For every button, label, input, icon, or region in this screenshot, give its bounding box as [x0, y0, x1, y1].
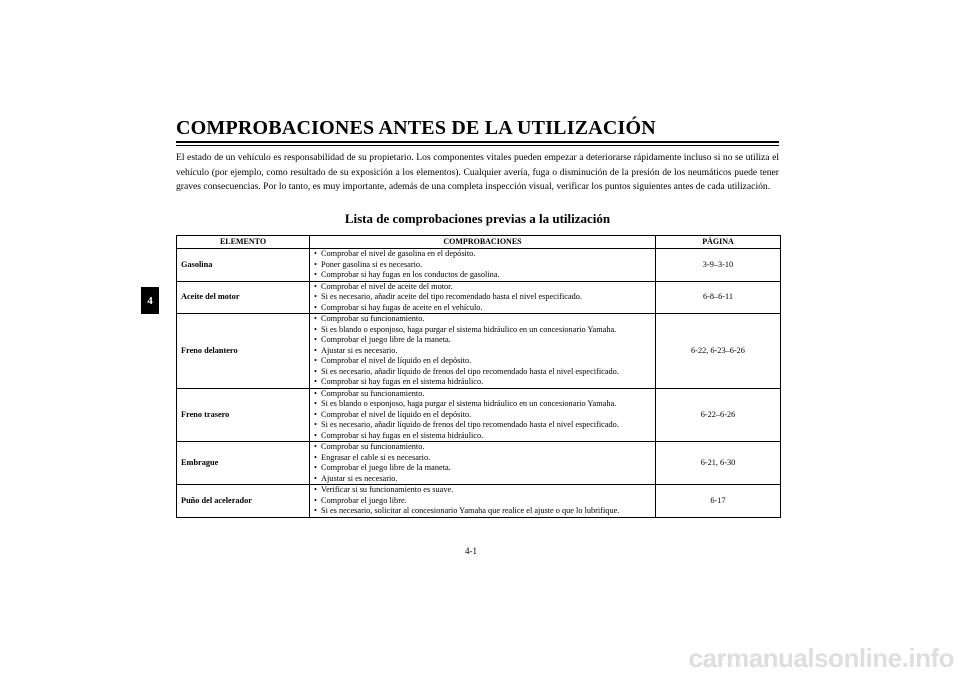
check-text: Comprobar su funcionamiento. — [321, 388, 425, 398]
check-text: Si es necesario, solicitar al concesionario Yamaha que realice el ajuste o que lo lubrifique. — [321, 506, 620, 515]
check-item — [314, 314, 651, 325]
check-text: Comprobar si hay fugas de aceite en el vehículo. — [321, 302, 483, 312]
page-title: COMPROBACIONES ANTES DE LA UTILIZACIÓN — [176, 117, 656, 139]
row-item-name: Puño del acelerador — [177, 485, 310, 518]
row-page-ref: 6-22, 6-23–6-26 — [656, 314, 781, 389]
bullet-icon: • — [314, 388, 317, 398]
table-row — [177, 249, 781, 282]
header-checks: COMPROBACIONES — [310, 236, 656, 249]
row-item-name: Freno delantero — [177, 314, 310, 389]
bullet-icon: • — [314, 270, 317, 279]
bullet-icon: • — [314, 281, 317, 291]
watermark: carmanualsonline.info — [688, 643, 954, 673]
page-number: 4-1 — [465, 546, 477, 556]
check-item — [314, 270, 651, 281]
row-checks — [310, 249, 656, 282]
check-item — [314, 260, 651, 271]
check-item — [314, 485, 651, 496]
row-checks — [310, 388, 656, 442]
check-text: Comprobar su funcionamiento. — [321, 314, 425, 323]
check-text: Si es necesario, añadir aceite del tipo recomendado hasta el nivel especificado. — [321, 292, 583, 301]
row-page-ref: 6-17 — [656, 485, 781, 518]
check-text: Poner gasolina si es necesario. — [321, 259, 423, 269]
row-page-ref: 6-22–6-26 — [656, 388, 781, 442]
check-item — [314, 453, 651, 464]
check-text: Comprobar si hay fugas en los conductos de gasolina. — [321, 270, 500, 279]
table-row — [177, 314, 781, 389]
check-item — [314, 410, 651, 421]
check-item — [314, 356, 651, 367]
row-item-name: Gasolina — [177, 249, 310, 282]
bullet-icon: • — [314, 420, 317, 429]
check-text: Comprobar su funcionamiento. — [321, 442, 425, 451]
bullet-icon: • — [314, 473, 317, 483]
check-text: Comprobar el nivel de líquido en el depósito. — [321, 409, 472, 419]
table-header-row — [177, 236, 781, 249]
check-text: Engrasar el cable si es necesario. — [321, 452, 431, 462]
bullet-icon: • — [314, 302, 317, 312]
title-rule — [176, 141, 779, 146]
check-item — [314, 474, 651, 485]
table-row — [177, 485, 781, 518]
table-row — [177, 442, 781, 485]
row-item-name: Aceite del motor — [177, 281, 310, 314]
row-checks — [310, 442, 656, 485]
row-item-name: Freno trasero — [177, 388, 310, 442]
check-text: Comprobar si hay fugas en el sistema hidráulico. — [321, 377, 484, 386]
chapter-tab: 4 — [141, 287, 159, 314]
check-item — [314, 389, 651, 400]
check-text: Verificar si su funcionamiento es suave. — [321, 485, 454, 494]
check-item — [314, 346, 651, 357]
bullet-icon: • — [314, 452, 317, 462]
bullet-icon: • — [314, 259, 317, 269]
row-page-ref: 6-8–6-11 — [656, 281, 781, 314]
header-page: PÁGINA — [656, 236, 781, 249]
bullet-icon: • — [314, 366, 317, 376]
check-text: Si es blando o esponjoso, haga purgar el sistema hidráulico en un concesionario Yamaha. — [321, 324, 617, 334]
check-text: Comprobar si hay fugas en el sistema hidráulico. — [321, 430, 484, 440]
row-page-ref: 3-9–3-10 — [656, 249, 781, 282]
check-item — [314, 367, 651, 378]
check-text: Comprobar el juego libre de la maneta. — [321, 335, 451, 344]
check-item — [314, 399, 651, 410]
bullet-icon: • — [314, 345, 317, 355]
check-item — [314, 506, 651, 517]
header-item: ELEMENTO — [177, 236, 310, 249]
bullet-icon: • — [314, 314, 317, 323]
check-text: Comprobar el juego libre. — [321, 495, 407, 505]
check-text: Comprobar el nivel de gasolina en el depósito. — [321, 249, 476, 258]
bullet-icon: • — [314, 409, 317, 419]
check-item — [314, 377, 651, 388]
check-item — [314, 325, 651, 336]
check-item — [314, 292, 651, 303]
check-text: Si es necesario, añadir líquido de frenos del tipo recomendado hasta el nivel especificado. — [321, 420, 619, 429]
bullet-icon: • — [314, 485, 317, 494]
table-body — [177, 249, 781, 518]
bullet-icon: • — [314, 356, 317, 365]
table-title: Lista de comprobaciones previas a la utilización — [344, 211, 611, 226]
bullet-icon: • — [314, 335, 317, 344]
bullet-icon: • — [314, 377, 317, 386]
check-text: Ajustar si es necesario. — [321, 473, 398, 483]
check-item — [314, 496, 651, 507]
bullet-icon: • — [314, 399, 317, 408]
table-row — [177, 281, 781, 314]
check-item — [314, 463, 651, 474]
check-text: Ajustar si es necesario. — [321, 345, 398, 355]
check-text: Si es blando o esponjoso, haga purgar el sistema hidráulico en un concesionario Yamaha. — [321, 399, 617, 408]
bullet-icon: • — [314, 495, 317, 505]
check-item — [314, 249, 651, 260]
check-item — [314, 420, 651, 431]
check-text: Comprobar el juego libre de la maneta. — [321, 463, 451, 472]
bullet-icon: • — [314, 249, 317, 258]
check-item — [314, 282, 651, 293]
bullet-icon: • — [314, 430, 317, 440]
table-row — [177, 388, 781, 442]
check-text: Comprobar el nivel de líquido en el depósito. — [321, 356, 472, 365]
check-item — [314, 431, 651, 442]
row-page-ref: 6-21, 6-30 — [656, 442, 781, 485]
check-text: Comprobar el nivel de aceite del motor. — [321, 281, 453, 291]
bullet-icon: • — [314, 324, 317, 334]
bullet-icon: • — [314, 463, 317, 472]
row-checks — [310, 281, 656, 314]
bullet-icon: • — [314, 292, 317, 301]
intro-paragraph: El estado de un vehículo es responsabilidad de su propietario. Los componentes vitales pueden empezar a deteriorarse rápidamente incluso si no se utiliza el vehículo (por ejemplo, como resultado de su exposición a los elementos). Cualquier avería, fuga o disminución de la presión de los neumáticos puede tener graves consecuencias. Por lo tanto, es muy importante, además de una completa inspección visual, verificar los puntos siguientes antes de cada utilización. — [176, 152, 779, 193]
bullet-icon: • — [314, 442, 317, 451]
check-item — [314, 303, 651, 314]
row-checks — [310, 485, 656, 518]
check-item — [314, 335, 651, 346]
checklist-table — [176, 235, 781, 518]
bullet-icon: • — [314, 506, 317, 515]
row-item-name: Embrague — [177, 442, 310, 485]
check-text: Si es necesario, añadir líquido de frenos del tipo recomendado hasta el nivel especificado. — [321, 366, 619, 376]
check-item — [314, 442, 651, 453]
row-checks — [310, 314, 656, 389]
